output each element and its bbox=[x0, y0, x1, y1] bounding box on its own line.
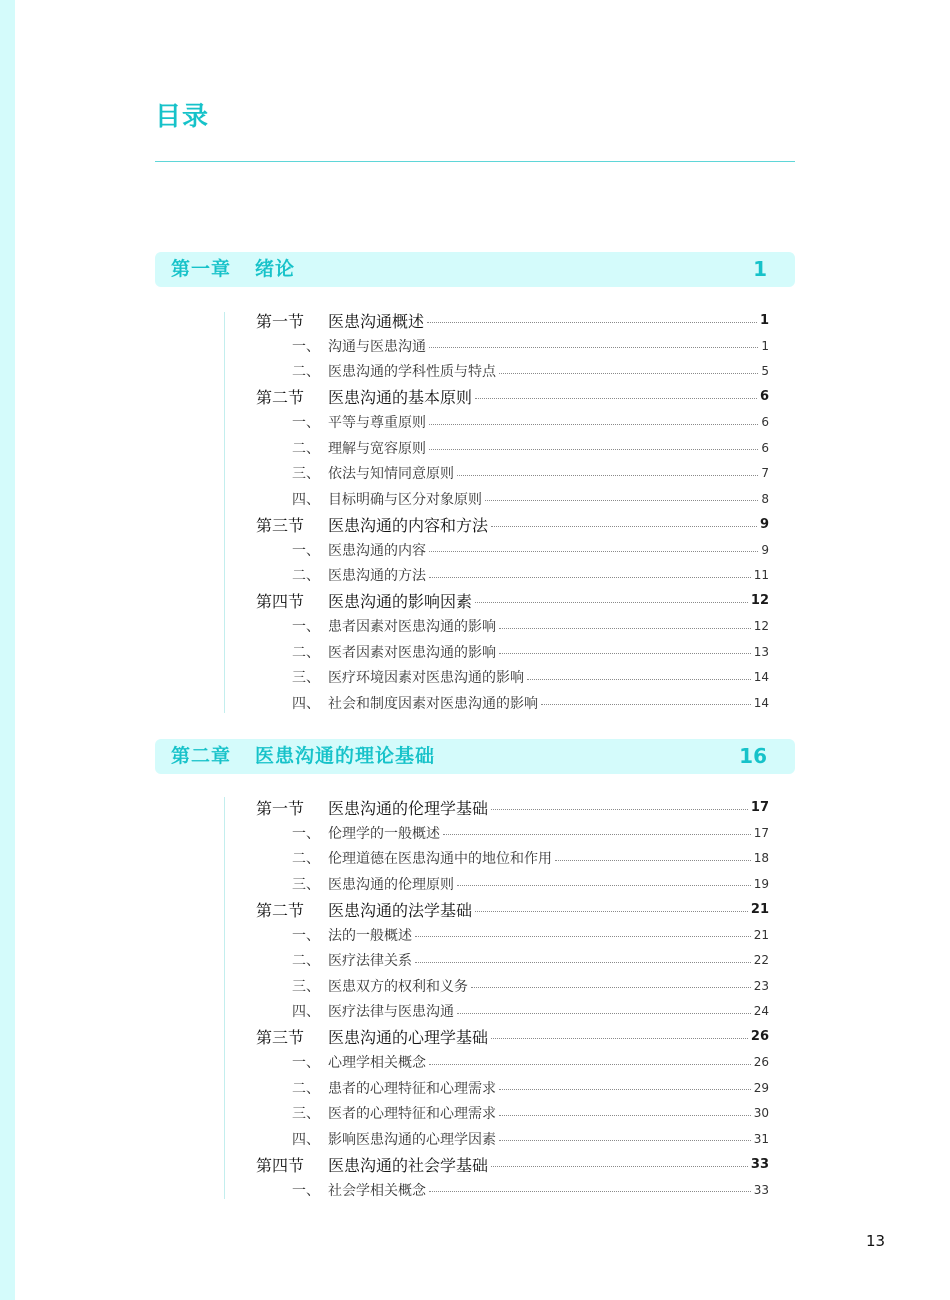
entry-number: 二、 bbox=[292, 568, 320, 584]
chapter-page: 16 bbox=[739, 744, 767, 768]
entry-number: 第一节 bbox=[256, 311, 305, 331]
entry-title: 患者因素对医患沟通的影响 bbox=[328, 619, 496, 635]
dot-leader bbox=[527, 679, 751, 680]
entry-number: 二、 bbox=[292, 953, 320, 969]
dot-leader bbox=[427, 322, 757, 323]
entry-label bbox=[256, 489, 482, 509]
entry-number: 第三节 bbox=[256, 515, 305, 535]
entry-label bbox=[256, 1001, 454, 1021]
toc-item-entry[interactable] bbox=[256, 1051, 769, 1073]
entry-page: 11 bbox=[753, 568, 769, 582]
entry-label bbox=[256, 412, 426, 432]
entry-title: 医患沟通概述 bbox=[328, 311, 425, 331]
chapter-header[interactable] bbox=[155, 739, 795, 774]
entry-page: 33 bbox=[750, 1156, 769, 1172]
entry-label bbox=[256, 1103, 496, 1123]
toc-item-entry[interactable] bbox=[256, 437, 769, 459]
dot-leader bbox=[555, 860, 751, 861]
dot-leader bbox=[475, 602, 748, 603]
toc-item-entry[interactable] bbox=[256, 822, 769, 844]
dot-leader bbox=[429, 424, 758, 425]
toc-item-entry[interactable] bbox=[256, 975, 769, 997]
entry-label bbox=[256, 589, 472, 612]
entry-label bbox=[256, 616, 496, 636]
dot-leader bbox=[541, 704, 751, 705]
entry-label bbox=[256, 950, 412, 970]
entry-page: 21 bbox=[753, 927, 769, 942]
chapter-title: 医患沟通的理论基础 bbox=[255, 745, 436, 767]
entry-label bbox=[256, 361, 496, 381]
entry-title: 患者的心理特征和心理需求 bbox=[328, 1080, 496, 1097]
entry-title: 医者的心理特征和心理需求 bbox=[328, 1106, 496, 1122]
dot-leader bbox=[457, 885, 751, 886]
dot-leader bbox=[429, 449, 758, 450]
entry-number: 一、 bbox=[292, 825, 320, 842]
dot-leader bbox=[429, 1191, 751, 1192]
entry-title: 医疗环境因素对医患沟通的影响 bbox=[328, 670, 524, 686]
toc-item-entry[interactable] bbox=[256, 692, 769, 714]
entry-title: 医患双方的权利和义务 bbox=[328, 978, 468, 995]
toc-item-entry[interactable] bbox=[256, 615, 769, 637]
dot-leader bbox=[415, 936, 751, 937]
entry-label bbox=[256, 385, 472, 408]
entry-title: 社会学相关概念 bbox=[328, 1182, 426, 1199]
entry-number: 一、 bbox=[292, 415, 320, 431]
toc-section-entry[interactable] bbox=[256, 1026, 769, 1048]
dot-leader bbox=[443, 834, 751, 835]
dot-leader bbox=[485, 500, 758, 501]
dot-leader bbox=[429, 551, 758, 552]
entry-title: 心理学相关概念 bbox=[328, 1055, 426, 1071]
entry-number: 三、 bbox=[292, 876, 320, 893]
toc-item-entry[interactable] bbox=[256, 641, 769, 663]
dot-leader bbox=[429, 577, 751, 578]
toc-title: 目录 bbox=[155, 102, 210, 132]
entry-number: 第一节 bbox=[256, 798, 305, 818]
entry-title: 医患沟通的伦理原则 bbox=[328, 876, 454, 893]
entry-title: 医患沟通的影响因素 bbox=[328, 592, 473, 611]
entry-page: 1 bbox=[759, 312, 769, 328]
entry-number: 四、 bbox=[292, 1004, 320, 1020]
dot-leader bbox=[499, 1115, 751, 1116]
toc-section-entry[interactable] bbox=[256, 309, 769, 331]
dot-leader bbox=[415, 962, 751, 963]
entry-title: 医疗法律与医患沟通 bbox=[328, 1004, 454, 1020]
entry-number: 四、 bbox=[292, 491, 320, 508]
entry-page: 17 bbox=[750, 799, 769, 815]
toc-item-entry[interactable] bbox=[256, 1000, 769, 1022]
toc-section-entry[interactable] bbox=[256, 796, 769, 818]
entry-page: 13 bbox=[753, 644, 769, 659]
dot-leader bbox=[457, 1013, 751, 1014]
dot-leader bbox=[499, 373, 758, 374]
entry-page: 5 bbox=[761, 364, 769, 378]
dot-leader bbox=[499, 628, 751, 629]
dot-leader bbox=[475, 911, 748, 912]
entry-page: 1 bbox=[761, 338, 769, 353]
dot-leader bbox=[457, 475, 758, 476]
entry-label bbox=[256, 1078, 496, 1098]
entry-number: 三、 bbox=[292, 978, 320, 995]
entry-label bbox=[256, 796, 488, 819]
toc-item-entry[interactable] bbox=[256, 949, 769, 971]
toc-item-entry[interactable] bbox=[256, 1102, 769, 1124]
toc-item-entry[interactable] bbox=[256, 564, 769, 586]
chapter-vertical-rule bbox=[224, 312, 225, 713]
entry-page: 19 bbox=[753, 876, 769, 891]
entry-title: 影响医患沟通的心理学因素 bbox=[328, 1131, 496, 1148]
entry-title: 目标明确与区分对象原则 bbox=[328, 491, 482, 508]
dot-leader bbox=[491, 526, 757, 527]
entry-label bbox=[256, 540, 426, 560]
entry-label bbox=[256, 874, 454, 894]
entry-title: 社会和制度因素对医患沟通的影响 bbox=[328, 695, 538, 712]
entry-number: 一、 bbox=[292, 1182, 320, 1199]
entry-page: 6 bbox=[759, 389, 769, 404]
entry-number: 第三节 bbox=[256, 1028, 305, 1047]
entry-page: 31 bbox=[753, 1131, 769, 1146]
entry-label bbox=[256, 1153, 488, 1176]
entry-title: 伦理学的一般概述 bbox=[328, 825, 440, 842]
entry-title: 医患沟通的基本原则 bbox=[328, 388, 473, 407]
chapter-number: 第一章 bbox=[171, 258, 232, 280]
entry-page: 14 bbox=[753, 695, 769, 710]
chapter-header[interactable] bbox=[155, 252, 795, 287]
entry-title: 医患沟通的学科性质与特点 bbox=[328, 364, 496, 380]
chapter-vertical-rule bbox=[224, 797, 225, 1199]
entry-title: 依法与知情同意原则 bbox=[328, 466, 454, 482]
entry-number: 第二节 bbox=[256, 388, 305, 407]
entry-label bbox=[256, 976, 468, 996]
entry-title: 平等与尊重原则 bbox=[328, 415, 426, 431]
entry-page: 22 bbox=[753, 953, 769, 967]
entry-label bbox=[256, 848, 552, 868]
chapter-title: 绪论 bbox=[255, 258, 296, 280]
entry-title: 医患沟通的方法 bbox=[328, 568, 426, 584]
entry-number: 一、 bbox=[292, 542, 320, 559]
dot-leader bbox=[499, 1140, 751, 1141]
toc-section-entry[interactable] bbox=[256, 590, 769, 612]
dot-leader bbox=[491, 809, 748, 810]
entry-page: 21 bbox=[750, 901, 769, 917]
toc-section-entry[interactable] bbox=[256, 513, 769, 535]
toc-item-entry[interactable] bbox=[256, 335, 769, 357]
entry-number: 第四节 bbox=[256, 1155, 305, 1175]
toc-section-entry[interactable] bbox=[256, 386, 769, 408]
entry-number: 一、 bbox=[292, 1055, 320, 1071]
page-number: 13 bbox=[866, 1232, 886, 1250]
entry-number: 二、 bbox=[292, 364, 320, 380]
entry-title: 法的一般概述 bbox=[328, 927, 412, 944]
entry-title: 沟通与医患沟通 bbox=[328, 338, 426, 355]
toc-item-entry[interactable] bbox=[256, 924, 769, 946]
dot-leader bbox=[499, 653, 751, 654]
entry-page: 9 bbox=[761, 542, 769, 557]
entry-label bbox=[256, 667, 524, 687]
dot-leader bbox=[429, 1064, 751, 1065]
entry-number: 三、 bbox=[292, 1106, 320, 1122]
entry-page: 7 bbox=[761, 466, 769, 480]
dot-leader bbox=[471, 987, 751, 988]
dot-leader bbox=[491, 1166, 748, 1167]
entry-number: 一、 bbox=[292, 338, 320, 355]
entry-page: 24 bbox=[753, 1004, 769, 1018]
title-divider bbox=[155, 161, 795, 162]
entry-label bbox=[256, 693, 538, 713]
entry-page: 23 bbox=[753, 978, 769, 993]
entry-title: 医患沟通的法学基础 bbox=[328, 900, 473, 920]
entry-label bbox=[256, 309, 424, 332]
toc-item-entry[interactable] bbox=[256, 360, 769, 382]
entry-title: 医患沟通的社会学基础 bbox=[328, 1155, 489, 1175]
entry-label bbox=[256, 513, 488, 536]
entry-label bbox=[256, 1052, 426, 1072]
entry-title: 医者因素对医患沟通的影响 bbox=[328, 644, 496, 661]
entry-number: 二、 bbox=[292, 644, 320, 661]
entry-page: 26 bbox=[753, 1055, 769, 1069]
left-margin-strip bbox=[0, 0, 15, 1300]
chapter-number: 第二章 bbox=[171, 745, 232, 767]
entry-page: 18 bbox=[753, 851, 769, 865]
entry-page: 6 bbox=[761, 440, 769, 455]
dot-leader bbox=[475, 398, 757, 399]
entry-label bbox=[256, 925, 412, 945]
entry-page: 33 bbox=[753, 1182, 769, 1197]
toc-item-entry[interactable] bbox=[256, 1179, 769, 1201]
dot-leader bbox=[429, 347, 758, 348]
toc-section-entry[interactable] bbox=[256, 898, 769, 920]
entry-page: 26 bbox=[750, 1029, 769, 1044]
toc-item-entry[interactable] bbox=[256, 666, 769, 688]
toc-item-entry[interactable] bbox=[256, 847, 769, 869]
toc-item-entry[interactable] bbox=[256, 462, 769, 484]
entry-number: 一、 bbox=[292, 927, 320, 944]
toc-item-entry[interactable] bbox=[256, 1077, 769, 1099]
entry-page: 14 bbox=[753, 670, 769, 684]
entry-label bbox=[256, 1025, 488, 1048]
entry-number: 二、 bbox=[292, 851, 320, 867]
entry-label bbox=[256, 823, 440, 843]
entry-page: 12 bbox=[753, 619, 769, 633]
dot-leader bbox=[499, 1089, 751, 1090]
entry-label bbox=[256, 565, 426, 585]
toc-item-entry[interactable] bbox=[256, 539, 769, 561]
dot-leader bbox=[491, 1038, 748, 1039]
entry-page: 17 bbox=[753, 825, 769, 840]
entry-title: 医患沟通的内容 bbox=[328, 542, 426, 559]
entry-title: 医患沟通的内容和方法 bbox=[328, 515, 489, 535]
entry-number: 一、 bbox=[292, 619, 320, 635]
entry-page: 6 bbox=[761, 415, 769, 429]
entry-title: 医患沟通的伦理学基础 bbox=[328, 798, 489, 818]
entry-title: 医患沟通的心理学基础 bbox=[328, 1028, 489, 1047]
entry-label bbox=[256, 336, 426, 356]
toc-item-entry[interactable] bbox=[256, 411, 769, 433]
entry-label bbox=[256, 1129, 496, 1149]
entry-page: 8 bbox=[761, 491, 769, 506]
entry-number: 四、 bbox=[292, 1131, 320, 1148]
entry-title: 医疗法律关系 bbox=[328, 953, 412, 969]
entry-page: 12 bbox=[750, 593, 769, 608]
toc-item-entry[interactable] bbox=[256, 488, 769, 510]
entry-label bbox=[256, 438, 426, 458]
entry-number: 四、 bbox=[292, 695, 320, 712]
entry-number: 第四节 bbox=[256, 592, 305, 611]
toc-section-entry[interactable] bbox=[256, 1153, 769, 1175]
entry-label bbox=[256, 898, 472, 921]
entry-label bbox=[256, 1180, 426, 1200]
entry-number: 三、 bbox=[292, 670, 320, 686]
entry-page: 29 bbox=[753, 1080, 769, 1095]
entry-page: 9 bbox=[759, 516, 769, 532]
entry-number: 三、 bbox=[292, 466, 320, 482]
toc-item-entry[interactable] bbox=[256, 873, 769, 895]
entry-number: 第二节 bbox=[256, 900, 305, 920]
entry-number: 二、 bbox=[292, 440, 320, 457]
entry-number: 二、 bbox=[292, 1080, 320, 1097]
toc-item-entry[interactable] bbox=[256, 1128, 769, 1150]
entry-title: 理解与宽容原则 bbox=[328, 440, 426, 457]
entry-label bbox=[256, 642, 496, 662]
entry-title: 伦理道德在医患沟通中的地位和作用 bbox=[328, 851, 552, 867]
entry-label bbox=[256, 463, 454, 483]
entry-page: 30 bbox=[753, 1106, 769, 1120]
chapter-page: 1 bbox=[753, 257, 767, 281]
